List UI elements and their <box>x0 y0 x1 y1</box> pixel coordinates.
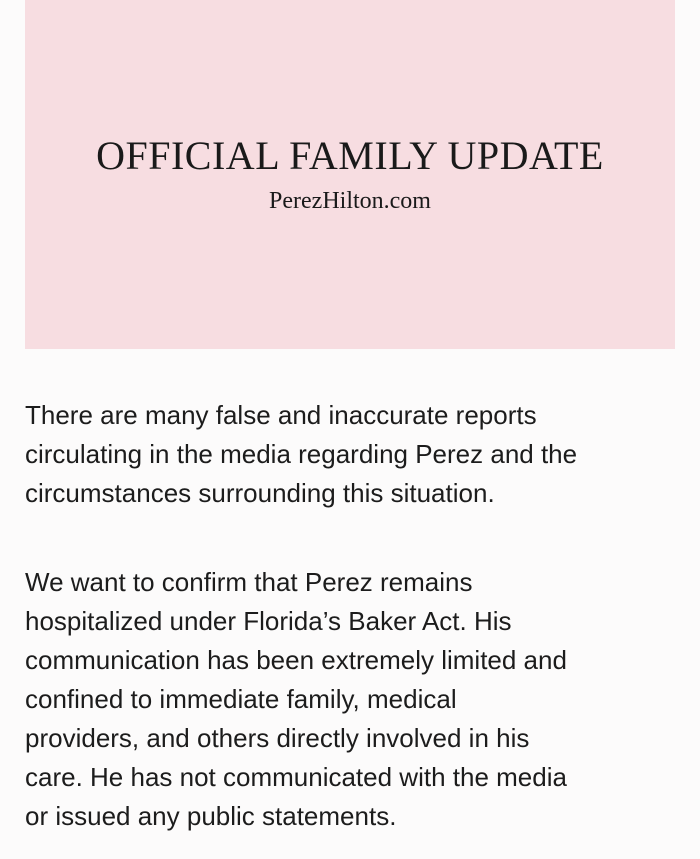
paragraph-line: providers, and others directly involved in his <box>25 723 530 753</box>
paragraph-line: care. He has not communicated with the media <box>25 762 567 792</box>
paragraph-line: There are many false and inaccurate reports <box>25 400 537 430</box>
paragraph-false-reports <box>25 396 685 513</box>
banner-title: OFFICIAL FAMILY UPDATE <box>96 133 604 178</box>
paragraph-line: communication has been extremely limited and <box>25 645 567 675</box>
paragraph-line: hospitalized under Florida’s Baker Act. His <box>25 606 512 636</box>
banner-subtitle: PerezHilton.com <box>269 188 431 214</box>
paragraph-line: or issued any public statements. <box>25 801 397 831</box>
paragraph-line: circumstances surrounding this situation. <box>25 478 495 508</box>
paragraph-line: We want to confirm that Perez remains <box>25 567 473 597</box>
header-banner <box>25 0 675 349</box>
paragraph-hospitalization <box>25 563 685 836</box>
paragraph-line: confined to immediate family, medical <box>25 684 457 714</box>
paragraph-line: circulating in the media regarding Perez and the <box>25 439 578 469</box>
